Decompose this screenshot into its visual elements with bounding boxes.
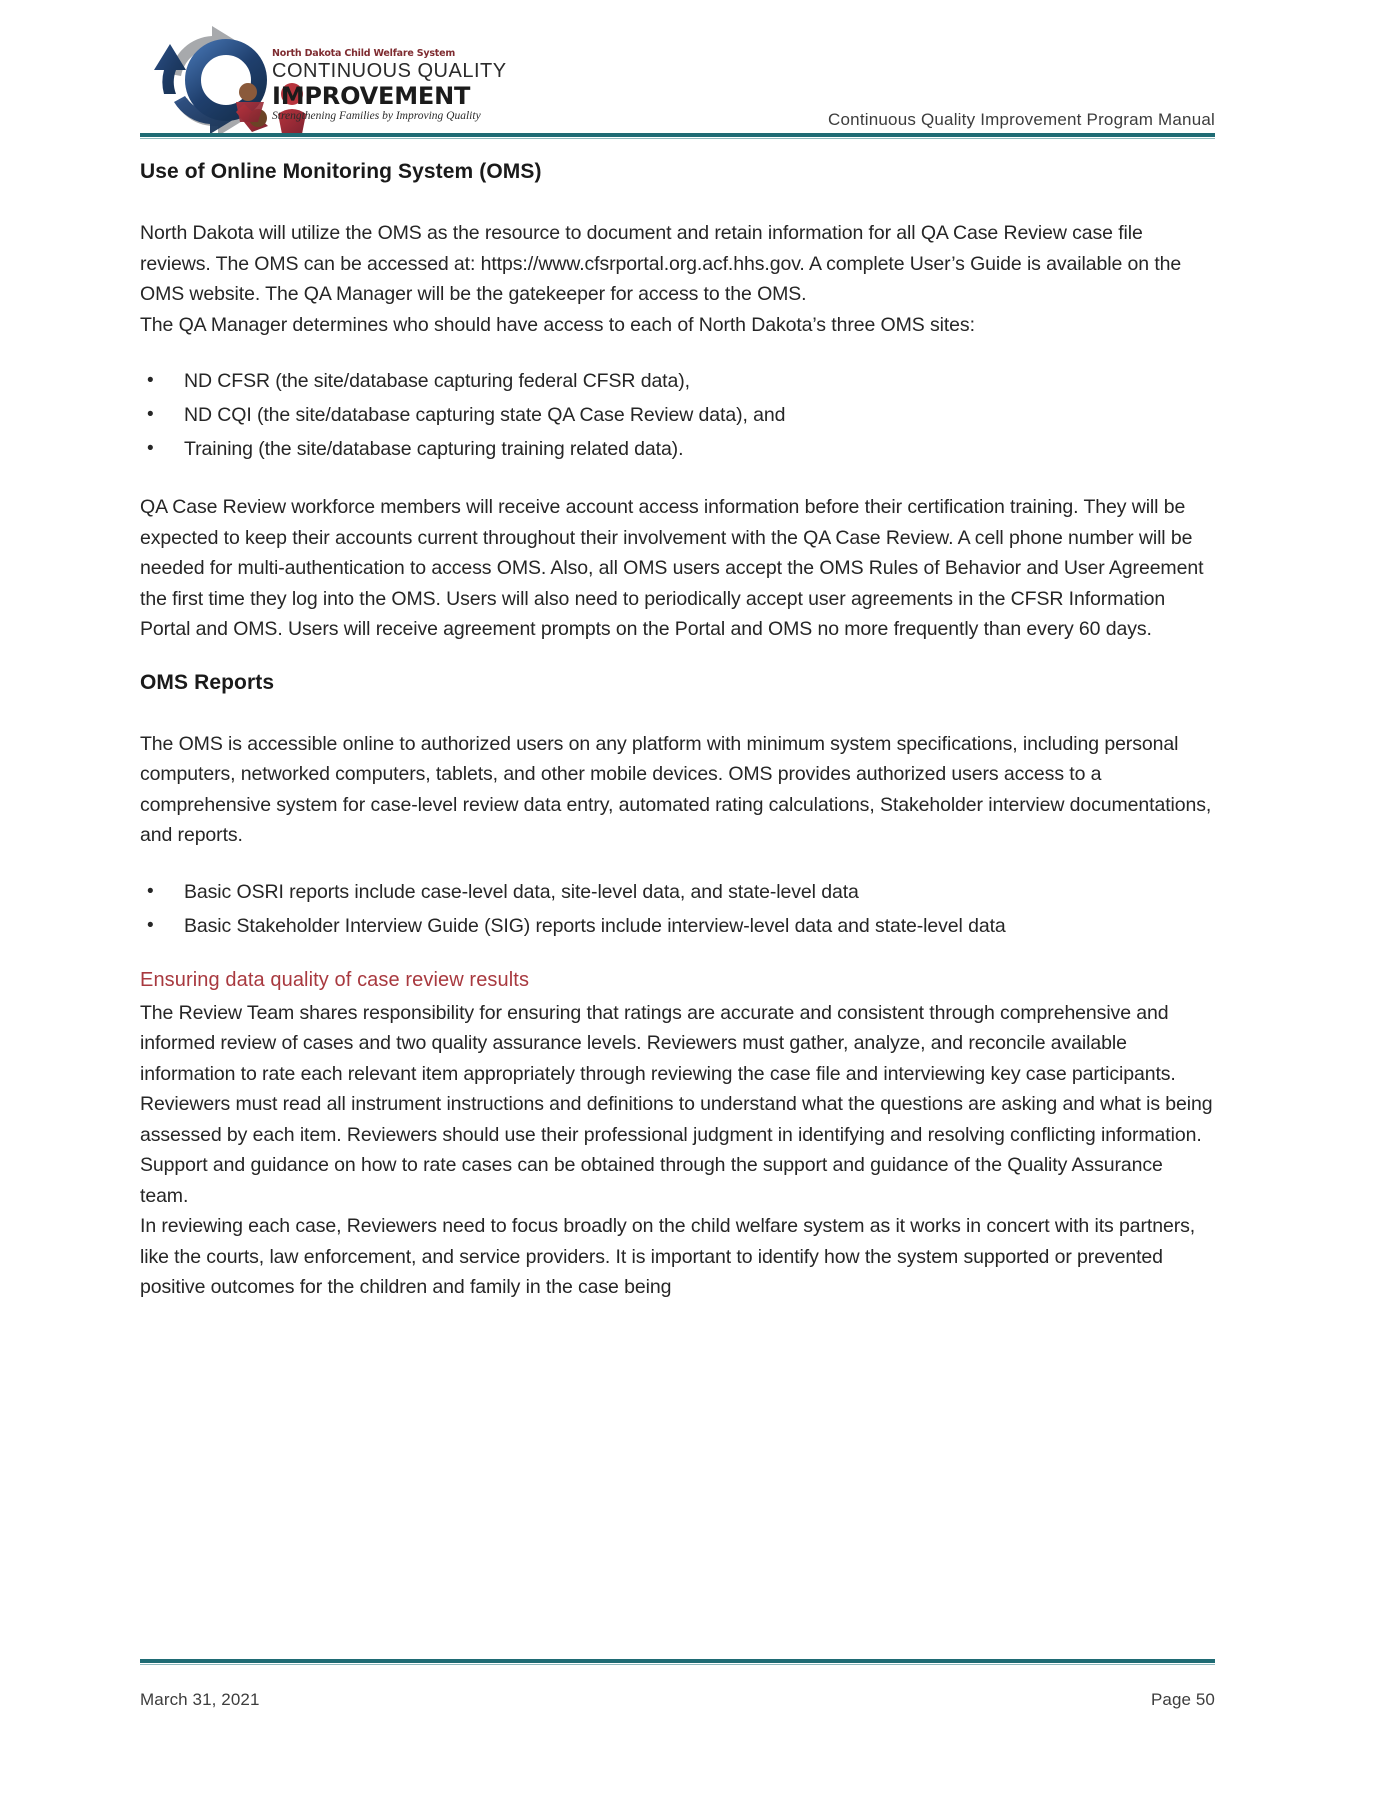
- bullet-icon: •: [147, 914, 154, 936]
- bullet-icon: •: [147, 404, 154, 425]
- footer-date: March 31, 2021: [140, 1690, 260, 1709]
- paragraph-oms-intro: North Dakota will utilize the OMS as the resource to document and retain information for all QA Case Review case file reviews. The OMS can be accessed at: https://www.cfsrportal.org.acf.hhs.gov. A complete User’s Guide is available on the OMS website. The QA Manager will be the gatekeeper for access to the OMS.: [140, 222, 1182, 305]
- list-item: [140, 875, 1215, 909]
- list-item: [140, 432, 1215, 466]
- logo-line-4: Strengthening Families by Improving Quality: [272, 110, 481, 122]
- list-item-label: ND CFSR (the site/database capturing federal CFSR data),: [184, 370, 690, 392]
- manual-title: Continuous Quality Improvement Program Manual: [828, 110, 1215, 129]
- page-header: [140, 22, 1215, 134]
- footer-page-number: Page 50: [1150, 1690, 1215, 1709]
- list-item-label: Basic OSRI reports include case-level data, site-level data, and state-level data: [184, 880, 859, 903]
- list-item: [140, 364, 1215, 398]
- list-item: [140, 909, 1215, 943]
- list-oms-reports: [140, 875, 1215, 943]
- footer-divider-thin: [140, 1664, 1215, 1665]
- bullet-icon: •: [147, 370, 154, 391]
- paragraph-three-sites: The QA Manager determines who should have access to each of North Dakota’s three OMS sites:: [140, 313, 975, 336]
- paragraph-reviewing-each-case: In reviewing each case, Reviewers need to focus broadly on the child welfare system as it works in concert with its partners, like the courts, law enforcement, and service providers. It is important to identify how the system supported or prevented positive outcomes for the children and family in the case being: [140, 1215, 1196, 1298]
- list-item-label: Training (the site/database capturing training related data).: [184, 438, 684, 460]
- paragraph-workforce: QA Case Review workforce members will receive account access information before their certification training. They will be expected to keep their accounts current throughout their involvement with the QA Case Review. A cell phone number will be needed for multi-authentication to access OMS. Also, all OMS users accept the OMS Rules of Behavior and User Agreement the first time they log into the OMS. Users will also need to periodically accept user agreements in the CFSR Information Portal and OMS. Users will receive agreement prompts on the Portal and OMS no more frequently than every 60 days.: [140, 496, 1204, 640]
- logo-wordmark: [272, 48, 507, 124]
- heading-use-of-oms: Use of Online Monitoring System (OMS): [140, 160, 542, 183]
- page-content: [140, 160, 1215, 1303]
- list-item-label: Basic Stakeholder Interview Guide (SIG) reports include interview-level data and state-level data: [184, 914, 1006, 937]
- footer-divider: [140, 1659, 1215, 1663]
- header-divider: [140, 133, 1215, 137]
- paragraph-review-team: The Review Team shares responsibility for ensuring that ratings are accurate and consistent through comprehensive and informed review of cases and two quality assurance levels. Reviewers must gather, analyze, and reconcile available information to rate each relevant item appropriately through reviewing the case file and interviewing key case participants. Reviewers must read all instrument instructions and definitions to understand what the questions are asking and what is being assessed by each item. Reviewers should use their professional judgment in identifying and resolving conflicting information. Support and guidance on how to rate cases can be obtained through the support and guidance of the Quality Assurance team.: [140, 1001, 1213, 1207]
- list-oms-sites: [140, 364, 1215, 466]
- list-item-label: ND CQI (the site/database capturing state QA Case Review data), and: [184, 404, 786, 426]
- paragraph-oms-reports: The OMS is accessible online to authorized users on any platform with minimum system specifications, including personal computers, networked computers, tablets, and other mobile devices. OMS provides authorized users access to a comprehensive system for case-level review data entry, automated rating calculations, Stakeholder interview documentations, and reports.: [140, 732, 1212, 846]
- logo-line-2: CONTINUOUS QUALITY: [272, 60, 507, 82]
- header-divider-thin: [140, 138, 1215, 139]
- bullet-icon: •: [147, 880, 154, 902]
- list-item: [140, 398, 1215, 432]
- page-footer: [140, 1690, 1215, 1710]
- logo-line-1: North Dakota Child Welfare System: [272, 48, 456, 59]
- bullet-icon: •: [147, 438, 154, 459]
- heading-oms-reports: OMS Reports: [140, 670, 275, 694]
- logo-line-3: IMPROVEMENT: [272, 82, 471, 110]
- heading-ensuring-data-quality: Ensuring data quality of case review results: [140, 968, 530, 991]
